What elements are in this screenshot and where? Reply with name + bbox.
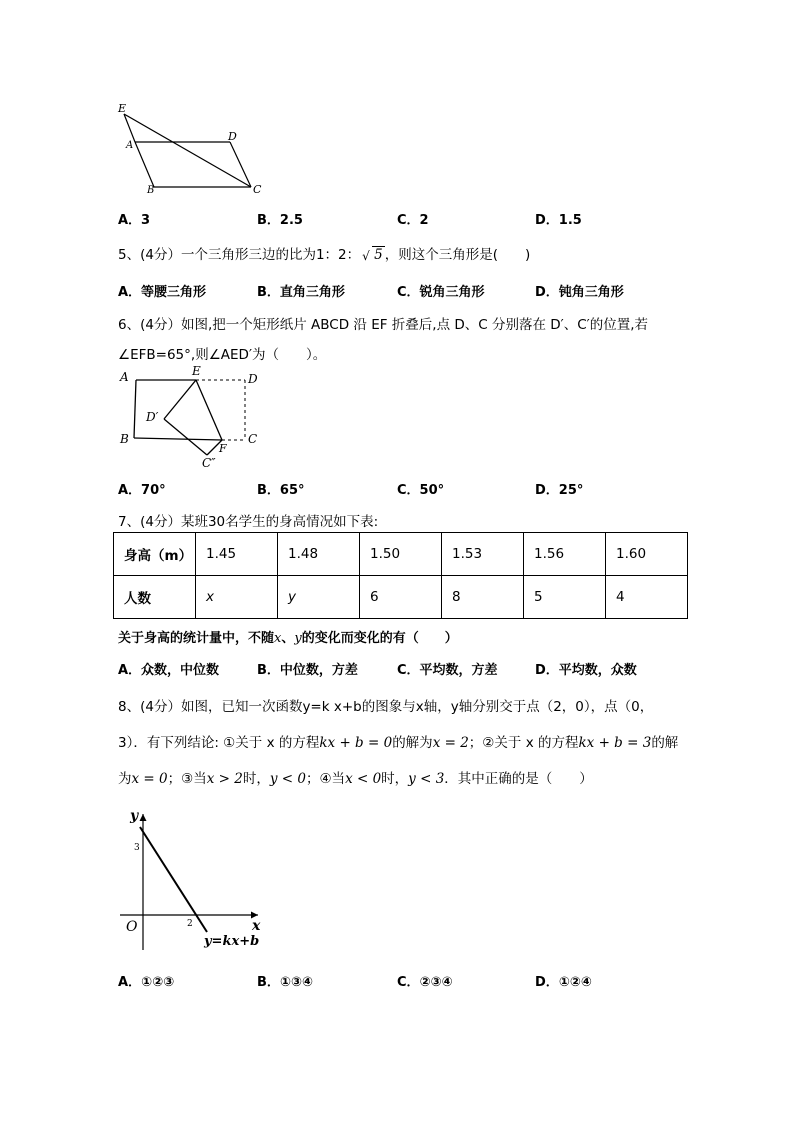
- q5-stem-post: ，则这个三角形是( ): [384, 247, 531, 263]
- table-cell: 5: [524, 576, 606, 619]
- eq-kx-b-3: kx + b = 3: [578, 735, 652, 751]
- function-line: [140, 827, 207, 932]
- line-AB: [135, 142, 154, 187]
- table-cell: 1.56: [524, 533, 606, 576]
- q7-stem: 7、(4分）某班30名学生的身高情况如下表:: [118, 514, 379, 530]
- q8-line3-c: 时，: [242, 771, 270, 787]
- q8-option-c[interactable]: C．②③④: [397, 975, 453, 990]
- q8-line3-f: ．其中正确的是（ ）: [444, 771, 593, 787]
- q5-option-b[interactable]: B．直角三角形: [257, 285, 345, 300]
- label-A: A: [126, 140, 134, 151]
- q8-line3-a: 为: [118, 771, 132, 787]
- q7-option-b[interactable]: B．中位数，方差: [257, 663, 358, 678]
- q7-sep: 、: [281, 631, 295, 646]
- table-cell: 6: [360, 576, 442, 619]
- label-C-prime: C″: [202, 456, 216, 470]
- height-table: [113, 532, 688, 619]
- table-row: [114, 533, 688, 576]
- q7-question-post: 的变化而变化的有（ ）: [301, 631, 458, 646]
- q4-option-c[interactable]: C．2: [397, 213, 429, 228]
- table-cell: x: [196, 576, 278, 619]
- q7-question-pre: 关于身高的统计量中，不随: [118, 631, 275, 646]
- label-E: E: [118, 102, 127, 115]
- label-B: B: [147, 185, 155, 196]
- table-cell: 1.50: [360, 533, 442, 576]
- q8-line2-d: 的解: [651, 735, 679, 751]
- label-D: D: [248, 372, 258, 386]
- line-EA: [124, 114, 135, 142]
- q4-option-a[interactable]: A．3: [118, 213, 151, 228]
- eq-kx-b-0: kx + b = 0: [319, 735, 393, 751]
- q6-stem-line1: 6、(4分）如图,把一个矩形纸片 ABCD 沿 EF 折叠后,点 D、C 分别落在 D′、C′的位置,若: [118, 317, 649, 333]
- q8-line2-a: 3）．有下列结论: ①关于 x 的方程: [118, 735, 320, 751]
- table-cell: 4: [606, 576, 688, 619]
- function-label: y=kx+b: [204, 934, 260, 949]
- sqrt-symbol: √ 5: [362, 247, 383, 263]
- table-cell: y: [278, 576, 360, 619]
- sqrt-radicand: 5: [374, 247, 383, 263]
- q6-option-d[interactable]: D．25°: [535, 483, 584, 498]
- label-B: B: [120, 432, 129, 446]
- var-y: y: [294, 631, 302, 646]
- cond-x-gt-2: x > 2: [206, 771, 243, 787]
- q5-stem: [118, 243, 530, 263]
- sol-x2: x = 2: [432, 735, 469, 751]
- rect-AB: [134, 380, 136, 438]
- label-A: A: [120, 370, 129, 384]
- table-cell: 1.45: [196, 533, 278, 576]
- q6-option-c[interactable]: C．50°: [397, 483, 445, 498]
- table-cell: 1.53: [442, 533, 524, 576]
- q6-stem-line2: ∠EFB=65°,则∠AED′为（ ）。: [118, 347, 327, 363]
- cond-x-lt-0: x < 0: [345, 771, 382, 787]
- line-EC: [124, 114, 251, 187]
- line-DC: [230, 142, 251, 187]
- q5-option-a[interactable]: A．等腰三角形: [118, 285, 207, 300]
- q5-option-c[interactable]: C．锐角三角形: [397, 285, 485, 300]
- res-y-lt-3: y < 3: [408, 771, 445, 787]
- q8-line3-b: ；③当: [167, 771, 207, 787]
- q5-stem-pre: 5、(4分）一个三角形三边的比为1：2：: [118, 247, 361, 263]
- q8-option-b[interactable]: B．①③④: [257, 975, 313, 990]
- table-cell: 人数: [114, 576, 196, 619]
- table-row: [114, 576, 688, 619]
- q7-option-d[interactable]: D．平均数，众数: [535, 663, 637, 678]
- var-x: x: [274, 631, 282, 646]
- label-C: C: [248, 432, 258, 446]
- table-cell: 1.48: [278, 533, 360, 576]
- q8-line2-c: ；②关于 x 的方程: [468, 735, 579, 751]
- q6-option-a[interactable]: A．70°: [118, 483, 166, 498]
- q7-option-c[interactable]: C．平均数，方差: [397, 663, 498, 678]
- q8-line3: [118, 767, 593, 787]
- res-y-lt-0: y < 0: [269, 771, 306, 787]
- q8-line1: 8、(4分）如图，已知一次函数y=k x+b的图象与x轴，y轴分别交于点（2，0），点（0，: [118, 699, 654, 715]
- q8-line3-e: 时，: [381, 771, 409, 787]
- label-E: E: [192, 364, 201, 378]
- q7-option-a[interactable]: A．众数，中位数: [118, 663, 220, 678]
- q8-option-d[interactable]: D．①②④: [535, 975, 592, 990]
- q4-option-d[interactable]: D．1.5: [535, 213, 582, 228]
- fold-EF: [196, 380, 222, 440]
- q8-line2: [118, 731, 678, 751]
- origin-label: O: [126, 919, 138, 935]
- y-intercept-label: 3: [134, 843, 140, 853]
- q5-option-d[interactable]: D．钝角三角形: [535, 285, 624, 300]
- q4-option-b[interactable]: B．2.5: [257, 213, 303, 228]
- sol-x0: x = 0: [131, 771, 168, 787]
- label-D: D: [228, 130, 237, 143]
- q8-linear-function-graph: [112, 800, 272, 955]
- q7-question: [118, 627, 458, 646]
- q6-option-b[interactable]: B．65°: [257, 483, 305, 498]
- fold-D'C': [164, 419, 207, 455]
- q4-parallelogram-figure: [110, 98, 270, 198]
- table-cell: 1.60: [606, 533, 688, 576]
- rect-BF: [134, 438, 222, 440]
- x-intercept-label: 2: [187, 919, 193, 929]
- y-axis-label: y: [130, 808, 139, 824]
- label-D-prime: D′: [146, 410, 159, 424]
- table-cell: 身高（m）: [114, 533, 196, 576]
- label-C: C: [253, 183, 262, 196]
- q6-fold-figure: [112, 363, 272, 475]
- table-cell: 8: [442, 576, 524, 619]
- label-F: F: [219, 442, 227, 455]
- x-axis-label: x: [252, 918, 261, 934]
- fold-ED': [164, 380, 196, 419]
- q8-line2-b: 的解为: [392, 735, 433, 751]
- q8-line3-d: ；④当: [305, 771, 346, 787]
- q8-option-a[interactable]: A．①②③: [118, 975, 175, 990]
